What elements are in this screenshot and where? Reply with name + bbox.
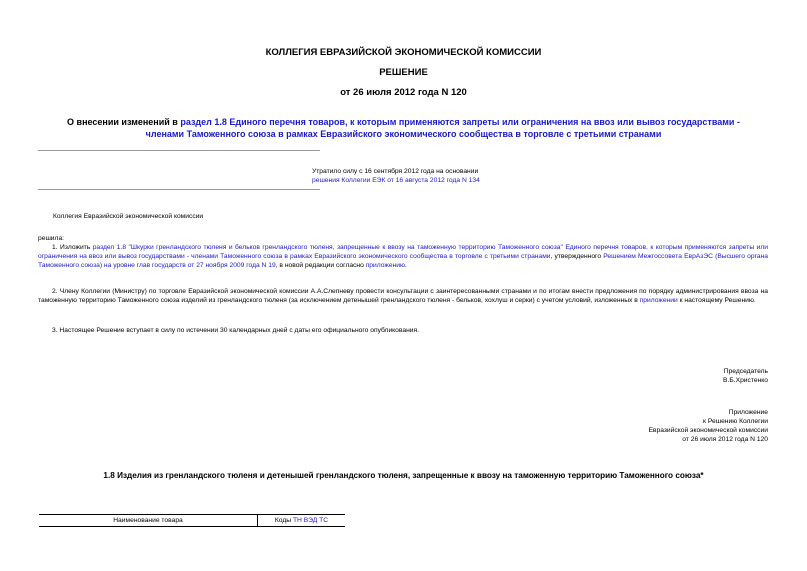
status-line: Утратило силу с 16 сентября 2012 года на основании [312, 168, 479, 175]
p1-section-link[interactable]: раздел 1.8 "Шкурки гренландского тюленя и бельков гренландского тюленя, запрещенные к ввозу на таможенную территорию Таможенного союза" Единого перечня товаров, к которым применяются запреты или ограничения на ввоз или вывоз государствами - членами Таможенного союза в рамках Евразийского экономического сообщества в торговле с третьими странами [38, 244, 768, 260]
document-title [60, 116, 747, 140]
organization-heading: КОЛЛЕГИЯ ЕВРАЗИЙСКОЙ ЭКОНОМИЧЕСКОЙ КОМИССИИ [265, 47, 542, 58]
section-title: 1.8 Изделия из гренландского тюленя и детенышей гренландского тюленя, запрещенные к ввозу на таможенную территорию Таможенного союза* [103, 471, 704, 480]
tnved-link[interactable]: ТН ВЭД ТС [292, 517, 329, 524]
title-prefix: О внесении изменений в [67, 117, 181, 127]
p1-text: 1. Изложить [52, 244, 93, 251]
status-link[interactable]: решения Коллегии ЕЭК от 16 августа 2012 года N 134 [312, 177, 480, 184]
appendix-line: Приложение [728, 409, 768, 416]
document-date-number: от 26 июля 2012 года N 120 [340, 87, 467, 98]
title-link[interactable]: раздел 1.8 Единого перечня товаров, к которым применяются запреты или ограничения на ввоз или вывоз государствами - членами Таможенного союза в рамках Евразийского экономического сообщества в торговле с третьими странами [145, 117, 740, 139]
appendix-line: Евразийской экономической комиссии [648, 427, 768, 434]
goods-table [39, 514, 345, 527]
p1-text: , в новой редакции согласно [275, 262, 366, 269]
column-header-codes [258, 515, 346, 527]
p2-text: 2. Члену Коллегии (Министру) по торговле Евразийской экономической комиссии А.А.Слепневу провести консультации с заинтересованными странами и по итогам внести предложения по порядку администрирования ввоза на таможенную территорию Таможенного союза изделий из гренландского тюленя (за исключением детенышей гренландского тюленя - бельков, хохлуш и серки) с учетом условий, изложенных в [38, 288, 768, 304]
signature-role: Председатель [723, 368, 768, 375]
p1-text: , утвержденного [550, 253, 604, 260]
signature-block [723, 367, 768, 385]
appendix-block [648, 408, 768, 444]
appendix-line: от 26 июля 2012 года N 120 [682, 436, 768, 443]
intro-text: Коллегия Евразийской экономической комиссии [53, 213, 204, 220]
p1-decision-link[interactable]: Решением Межгоссовета ЕврАзЭС (Высшего органа Таможенного союза) на уровне глав государств от 27 ноября 2009 года N 19 [38, 253, 768, 269]
paragraph-2 [38, 287, 768, 305]
document-type: РЕШЕНИЕ [379, 67, 428, 78]
p2-appendix-link[interactable]: приложении [639, 297, 678, 304]
divider [38, 189, 320, 190]
signature-name: В.Б.Христенко [723, 377, 768, 384]
table-header-row [39, 515, 345, 527]
status-note [312, 167, 480, 185]
appendix-line: к Решению Коллегии [703, 418, 768, 425]
p1-text: . [405, 262, 407, 269]
paragraph-1 [38, 243, 768, 270]
divider [38, 150, 320, 151]
p1-appendix-link[interactable]: приложению [365, 262, 406, 269]
codes-prefix: Коды [274, 517, 293, 524]
decided-text: решила: [38, 235, 65, 242]
column-header-name: Наименование товара [39, 515, 258, 527]
paragraph-3: 3. Настоящее Решение вступает в силу по истечении 30 календарных дней с даты его официального опубликования. [52, 327, 420, 334]
p2-text: к настоящему Решению. [677, 297, 756, 304]
